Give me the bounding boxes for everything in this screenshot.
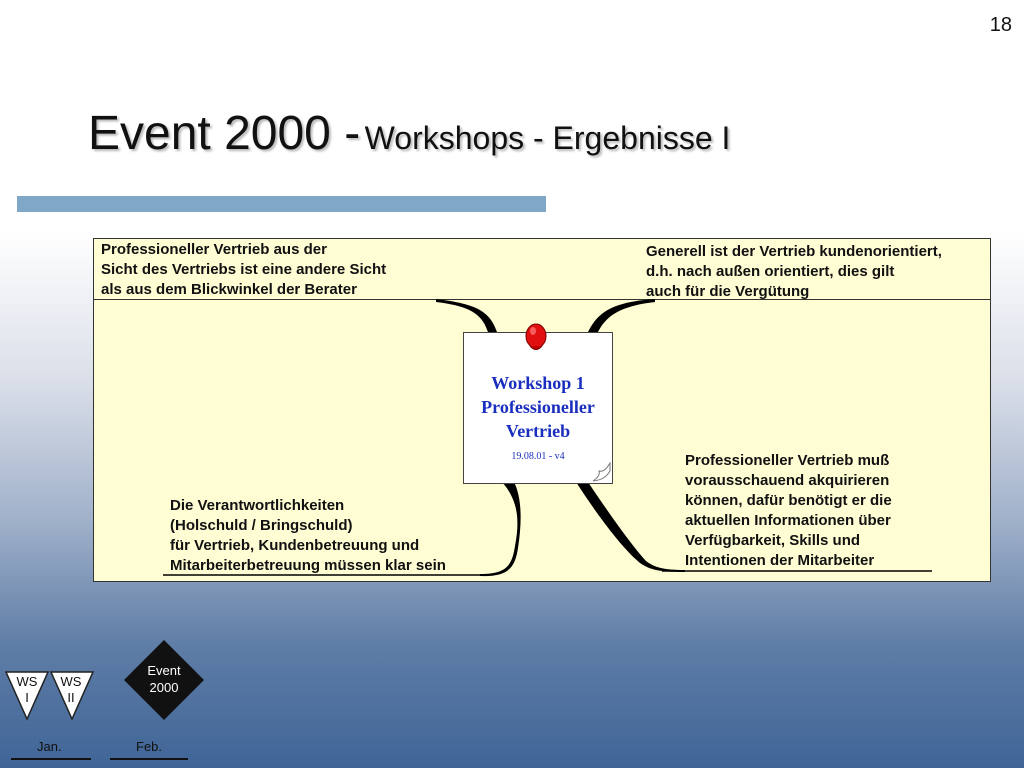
- ws2-label: WS II: [60, 674, 82, 705]
- branch-top-right: [588, 299, 655, 332]
- workshop-card-version: 19.08.01 - v4: [511, 451, 565, 462]
- month-label-feb: Feb.: [136, 739, 163, 754]
- page-curl-icon: [591, 462, 611, 482]
- branch-bottom-right: [576, 482, 685, 572]
- title-subtitle: Workshops - Ergebnisse I: [364, 120, 731, 156]
- note-bottom-right: Professioneller Vertrieb muß vorausschauend akquirieren können, dafür benötigt er die aktuellen Informationen über Verfügbarkeit, Skills und Intentionen der Mitarbeiter: [685, 452, 892, 569]
- branch-bottom-left: [480, 482, 521, 576]
- ws1-label: WS I: [16, 674, 38, 705]
- note-bottom-left: Die Verantwortlichkeiten (Holschuld / Bringschuld) für Vertrieb, Kundenbetreuung und Mitarbeiterbetreuung müssen klar sein: [170, 497, 446, 574]
- workshop-card-title: Workshop 1 Professioneller Vertrieb: [481, 373, 595, 441]
- pushpin-icon: [523, 322, 549, 356]
- month-rule-feb: [110, 758, 188, 760]
- branch-top-left: [436, 299, 497, 332]
- page-number: 18: [989, 14, 1012, 36]
- title-main: Event 2000 -: [88, 107, 361, 160]
- month-rule-jan: [11, 758, 91, 760]
- month-label-jan: Jan.: [37, 739, 62, 754]
- event-2000-label: Event 2000: [147, 663, 181, 695]
- note-top-left: Professioneller Vertrieb aus der Sicht des Vertriebs ist eine andere Sicht als aus dem Blickwinkel der Berater: [101, 241, 387, 298]
- note-top-right: Generell ist der Vertrieb kundenorientiert, d.h. nach außen orientiert, dies gilt auch für die Vergütung: [646, 243, 942, 300]
